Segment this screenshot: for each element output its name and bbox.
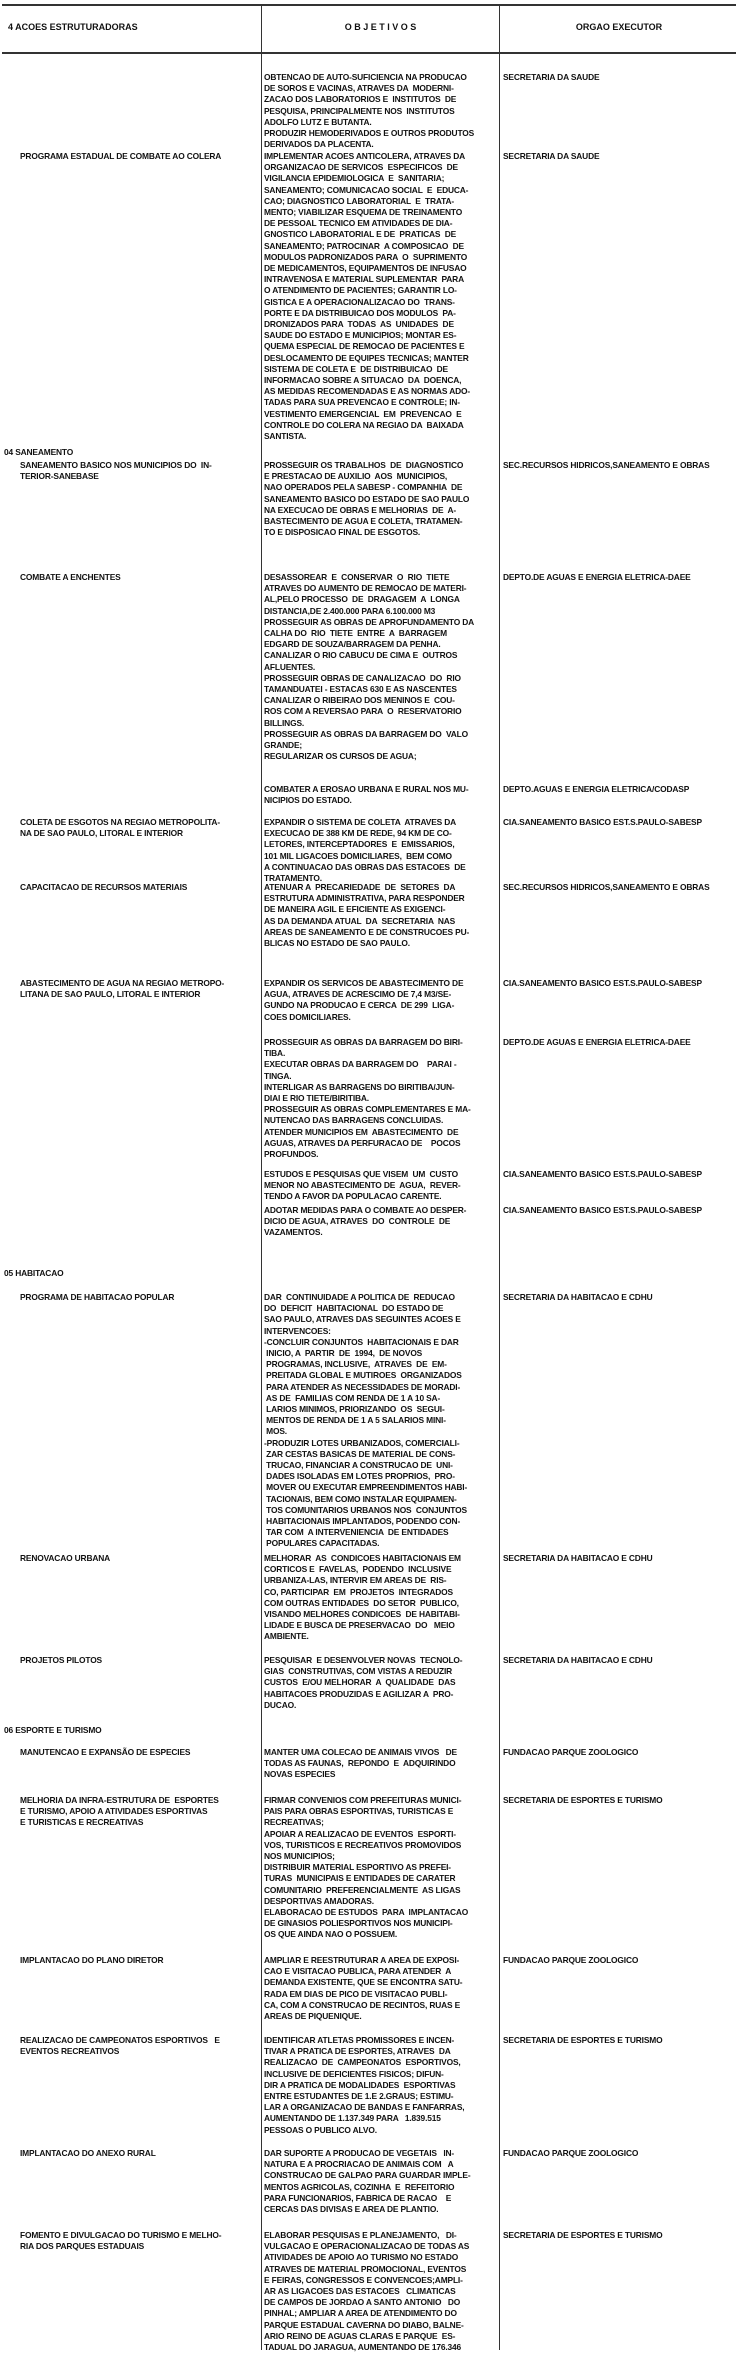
program-name: ABASTECIMENTO DE AGUA NA REGIAO METROPO- LITANA DE SAO PAULO, LITORAL E INTERIOR <box>20 978 225 1000</box>
objective-text: ELABORAR PESQUISAS E PLANEJAMENTO, DI- VULGACAO E OPERACIONALIZACAO DE TODAS AS ATIVIDADES DE APOIO AO TURISMO NO ESTADO ATRAVES DE MATERIAL PROMOCIONAL, EVENTOS E FEIRAS, CONGRESSOS E CONVENCOES;AMPLI- AR AS LIGACOES DAS ESTACOES CLIMATICAS DE CAMPOS DE JORDAO A SANTO ANTONIO DO PINHAL; AMPLIAR A AREA DE ATENDIMENTO DO PARQUE ESTADUAL CAVERNA DO DIABO, BALNE- ARIO REINO DE AGUAS CLARAS E PARQUE ES- TADUAL DO JARAGUA, AUMENTANDO DE 176.346 <box>264 2230 470 2353</box>
program-name: COLETA DE ESGOTOS NA REGIAO METROPOLITA- NA DE SAO PAULO, LITORAL E INTERIOR <box>20 817 220 839</box>
executing-agency: FUNDACAO PARQUE ZOOLOGICO <box>503 2148 639 2158</box>
objective-text: AMPLIAR E REESTRUTURAR A AREA DE EXPOSI- CAO E VISITACAO PUBLICA, PARA ATENDER A DEMANDA EXISTENTE, QUE SE ENCONTRA SATU- RADA EM DIAS DE PICO DE VISITACAO PUBLI- CA, COM A CONSTRUCAO DE RECINTOS, RUAS E AREAS DE PIQUENIQUE. <box>264 1955 463 2022</box>
objective-text: MANTER UMA COLECAO DE ANIMAIS VIVOS DE TODAS AS FAUNAS, REPONDO E ADQUIRINDO NOVAS ESPECIES <box>264 1747 457 1780</box>
objective-text: PROSSEGUIR OS TRABALHOS DE DIAGNOSTICO E PRESTACAO DE AUXILIO AOS MUNICIPIOS, NAO OPERADOS PELA SABESP - COMPANHIA DE SANEAMENTO BASICO DO ESTADO DE SAO PAULO NA EXECUCAO DE OBRAS E MELHORIAS DE A- BASTECIMENTO DE AGUA E COLETA, TRATAMEN- TO E DISPOSICAO FINAL DE ESGOTOS. <box>264 460 470 538</box>
column-divider-right <box>499 4 500 2350</box>
executing-agency: SEC.RECURSOS HIDRICOS,SANEAMENTO E OBRAS <box>503 882 710 892</box>
objective-text: IDENTIFICAR ATLETAS PROMISSORES E INCEN- TIVAR A PRATICA DE ESPORTES, ATRAVES DA REALIZACAO DE CAMPEONATOS ESPORTIVOS, INCLUSIVE DE DEFICIENTES FISICOS; DIFUN- DIR A PRATICA DE MODALIDADES ESPORTIVAS ENTRE ESTUDANTES DE 1.E 2.GRAUS; ESTIMU- LAR A ORGANIZACAO DE BANDAS E FANFARRAS, AUMENTANDO DE 1.137.349 PARA 1.839.515 PESSOAS O PUBLICO ALVO. <box>264 2035 465 2135</box>
executing-agency: DEPTO.AGUAS E ENERGIA ELETRICA/CODASP <box>503 784 690 794</box>
header-objetivos: O B J E T I V O S <box>344 22 417 32</box>
objective-text: MELHORAR AS CONDICOES HABITACIONAIS EM CORTICOS E FAVELAS, PODENDO INCLUSIVE URBANIZA-LAS, INTERVIR EM AREAS DE RIS- CO, PARTICIPAR EM PROJETOS INTEGRADOS COM OUTRAS ENTIDADES DO SETOR PUBLICO, VISANDO MELHORES CONDICOES DE HABITABI- LIDADE E BUSCA DE PRESERVACAO DO MEIO AMBIENTE. <box>264 1553 461 1642</box>
column-divider-left <box>261 4 262 2350</box>
objective-text: PROSSEGUIR AS OBRAS DA BARRAGEM DO BIRI- TIBA. EXECUTAR OBRAS DA BARRAGEM DO PARAI - TINGA. INTERLIGAR AS BARRAGENS DO BIRITIBA/JUN- DIAI E RIO TIETE/BIRITIBA. PROSSEGUIR AS OBRAS COMPLEMENTARES E MA- NUTENCAO DAS BARRAGENS CONCLUIDAS. ATENDER MUNICIPIOS EM ABASTECIMENTO DE AGUAS, ATRAVES DA PERFURACAO DE POCOS PROFUNDOS. <box>264 1037 471 1160</box>
executing-agency: SECRETARIA DA HABITACAO E CDHU <box>503 1292 653 1302</box>
program-name: MELHORIA DA INFRA-ESTRUTURA DE ESPORTES E TURISMO, APOIO A ATIVIDADES ESPORTIVAS E TURISTICAS E RECREATIVAS <box>20 1795 219 1828</box>
executing-agency: CIA.SANEAMENTO BASICO EST.S.PAULO-SABESP <box>503 1205 702 1215</box>
objective-text: ADOTAR MEDIDAS PARA O COMBATE AO DESPER- DICIO DE AGUA, ATRAVES DO CONTROLE DE VAZAMENTOS. <box>264 1205 467 1238</box>
objective-text: IMPLEMENTAR ACOES ANTICOLERA, ATRAVES DA ORGANIZACAO DE SERVICOS ESPECIFICOS DE VIGILANCIA EPIDEMIOLOGICA E SANITARIA; SANEAMENTO; COMUNICACAO SOCIAL E EDUCA- CAO; DIAGNOSTICO LABORATORIAL E TRATA- MENTO; VIABILIZAR ESQUEMA DE TREINAMENTO DE PESSOAL TECNICO EM ATIVIDADES DE DIA- GNOSTICO LABORATORIAL E DE PRATICAS DE SANEAMENTO; PATROCINAR A COMPOSICAO DE MODULOS PADRONIZADOS PARA O SUPRIMENTO DE MEDICAMENTOS, EQUIPAMENTOS DE INFUSAO INTRAVENOSA E MATERIAL SUPLEMENTAR PARA O ATENDIMENTO DE PACIENTES; GARANTIR LO- GISTICA E A OPERACIONALIZACAO DO TRANS- PORTE E DA DISTRIBUICAO DOS MODULOS PA- DRONIZADOS PARA TODAS AS UNIDADES DE SAUDE DO ESTADO E MUNICIPIOS; MONTAR ES- QUEMA ESPECIAL DE REMOCAO DE PACIENTES E DESLOCAMENTO DE EQUIPES TECNICAS; MANTER SISTEMA DE COLETA E DE DISTRIBUICAO DE INFORMACAO SOBRE A SITUACAO DA DOENCA, AS MEDIDAS RECOMENDADAS E AS NORMAS ADO- TADAS PARA SUA PREVENCAO E CONTROLE; IN- VESTIMENTO EMERGENCIAL EM PREVENCAO E CONTROLE DO COLERA NA REGIAO DA BAIXADA SANTISTA. <box>264 151 471 442</box>
executing-agency: CIA.SANEAMENTO BASICO EST.S.PAULO-SABESP <box>503 978 702 988</box>
section-heading: 06 ESPORTE E TURISMO <box>4 1725 102 1735</box>
objective-text: COMBATER A EROSAO URBANA E RURAL NOS MU- NICIPIOS DO ESTADO. <box>264 784 469 806</box>
header-acoes: 4 ACOES ESTRUTURADORAS <box>8 22 138 32</box>
program-name: PROGRAMA ESTADUAL DE COMBATE AO COLERA <box>20 151 222 161</box>
executing-agency: SEC.RECURSOS HIDRICOS,SANEAMENTO E OBRAS <box>503 460 710 470</box>
program-name: RENOVACAO URBANA <box>20 1553 111 1563</box>
program-name: CAPACITACAO DE RECURSOS MATERIAIS <box>20 882 188 892</box>
program-name: PROGRAMA DE HABITACAO POPULAR <box>20 1292 175 1302</box>
objective-text: EXPANDIR OS SERVICOS DE ABASTECIMENTO DE AGUA, ATRAVES DE ACRESCIMO DE 7,4 M3/SE- GUNDO NA PRODUCAO E CERCA DE 299 LIGA- COES DOMICILIARES. <box>264 978 464 1022</box>
program-name: MANUTENCAO E EXPANSÃO DE ESPECIES <box>20 1747 191 1757</box>
program-name: IMPLANTACAO DO PLANO DIRETOR <box>20 1955 164 1965</box>
executing-agency: SECRETARIA DA HABITACAO E CDHU <box>503 1553 653 1563</box>
program-name: FOMENTO E DIVULGACAO DO TURISMO E MELHO- RIA DOS PARQUES ESTADUAIS <box>20 2230 222 2252</box>
objective-text: DAR CONTINUIDADE A POLITICA DE REDUCAO DO DEFICIT HABITACIONAL DO ESTADO DE SAO PAULO, ATRAVES DAS SEGUINTES ACOES E INTERVENCOES: -CONCLUIR CONJUNTOS HABITACIONAIS E DAR INICIO, A PARTIR DE 1994, DE NOVOS PROGRAMAS, INCLUSIVE, ATRAVES DE EM- PREITADA GLOBAL E MUTIROES ORGANIZADOS PARA ATENDER AS NECESSIDADES DE MORADI- AS DE FAMILIAS COM RENDA DE 1 A 10 SA- LARIOS MINIMOS, PRIORIZANDO OS SEGUI- MENTOS DE RENDA DE 1 A 5 SALARIOS MINI- MOS. -PRODUZIR LOTES URBANIZADOS, COMERCIALI- ZAR CESTAS BASICAS DE MATERIAL DE CONS- TRUCAO, FINANCIAR A CONSTRUCAO DE UNI- DADES ISOLADAS EM LOTES PROPRIOS, PRO- MOVER OU EXECUTAR EMPREENDIMENTOS HABI- TACIONAIS, BEM COMO INSTALAR EQUIPAMEN- TOS COMUNITARIOS URBANOS NOS CONJUNTOS HABITACIONAIS IMPLANTADOS, PODENDO CON- TAR COM A INTERVENIENCIA DE ENTIDADES POPULARES CAPACITADAS. <box>264 1292 468 1549</box>
executing-agency: FUNDACAO PARQUE ZOOLOGICO <box>503 1955 639 1965</box>
program-name: REALIZACAO DE CAMPEONATOS ESPORTIVOS E EVENTOS RECREATIVOS <box>20 2035 220 2057</box>
objective-text: EXPANDIR O SISTEMA DE COLETA ATRAVES DA EXECUCAO DE 388 KM DE REDE, 94 KM DE CO- LETORES, INTERCEPTADORES E EMISSARIOS, 101 MIL LIGACOES DOMICILIARES, BEM COMO A CONTINUACAO DAS OBRAS DAS ESTACOES DE TRATAMENTO. <box>264 817 466 884</box>
objective-text: FIRMAR CONVENIOS COM PREFEITURAS MUNICI- PAIS PARA OBRAS ESPORTIVAS, TURISTICAS E RECREATIVAS; APOIAR A REALIZACAO DE EVENTOS ESPORTI- VOS, TURISTICOS E RECREATIVOS PROMOVIDOS NOS MUNICIPIOS; DISTRIBUIR MATERIAL ESPORTIVO AS PREFEI- TURAS MUNICIPAIS E ENTIDADES DE CARATER COMUNITARIO PREFERENCIALMENTE AS LIGAS DESPORTIVAS AMADORAS. ELABORACAO DE ESTUDOS PARA IMPLANTACAO DE GINASIOS POLIESPORTIVOS NOS MUNICIPI- OS QUE AINDA NAO O POSSUEM. <box>264 1795 469 1940</box>
objective-text: ESTUDOS E PESQUISAS QUE VISEM UM CUSTO MENOR NO ABASTECIMENTO DE AGUA, REVER- TENDO A FAVOR DA POPULACAO CARENTE. <box>264 1169 461 1202</box>
executing-agency: SECRETARIA DE ESPORTES E TURISMO <box>503 1795 663 1805</box>
executing-agency: SECRETARIA DA HABITACAO E CDHU <box>503 1655 653 1665</box>
program-name: SANEAMENTO BASICO NOS MUNICIPIOS DO IN- TERIOR-SANEBASE <box>20 460 212 482</box>
section-heading: 04 SANEAMENTO <box>4 447 74 457</box>
objective-text: OBTENCAO DE AUTO-SUFICIENCIA NA PRODUCAO DE SOROS E VACINAS, ATRAVES DA MODERNI- ZACAO DOS LABORATORIOS E INSTITUTOS DE PESQUISA, PRINCIPALMENTE NOS INSTITUTOS ADOLFO LUTZ E BUTANTA. PRODUZIR HEMODERIVADOS E OUTROS PRODUTOS DERIVADOS DA PLACENTA. <box>264 72 475 150</box>
executing-agency: DEPTO.DE AGUAS E ENERGIA ELETRICA-DAEE <box>503 1037 691 1047</box>
executing-agency: SECRETARIA DA SAUDE <box>503 151 600 161</box>
program-name: PROJETOS PILOTOS <box>20 1655 102 1665</box>
executing-agency: SECRETARIA DE ESPORTES E TURISMO <box>503 2035 663 2045</box>
executing-agency: SECRETARIA DA SAUDE <box>503 72 600 82</box>
objective-text: DESASSOREAR E CONSERVAR O RIO TIETE ATRAVES DO AUMENTO DE REMOCAO DE MATERI- AL,PELO PROCESSO DE DRAGAGEM A LONGA DISTANCIA,DE 2.400.000 PARA 6.100.000 M3 PROSSEGUIR AS OBRAS DE APROFUNDAMENTO DA CALHA DO RIO TIETE ENTRE A BARRAGEM EDGARD DE SOUZA/BARRAGEM DA PENHA. CANALIZAR O RIO CABUCU DE CIMA E OUTROS AFLUENTES. PROSSEGUIR OBRAS DE CANALIZACAO DO RIO TAMANDUATEI - ESTACAS 630 E AS NASCENTES CANALIZAR O RIBEIRAO DOS MENINOS E COU- ROS COM A REVERSAO PARA O RESERVATORIO BILLINGS. PROSSEGUIR AS OBRAS DA BARRAGEM DO VALO GRANDE; REGULARIZAR OS CURSOS DE AGUA; <box>264 572 475 762</box>
executing-agency: FUNDACAO PARQUE ZOOLOGICO <box>503 1747 639 1757</box>
executing-agency: CIA.SANEAMENTO BASICO EST.S.PAULO-SABESP <box>503 1169 702 1179</box>
objective-text: DAR SUPORTE A PRODUCAO DE VEGETAIS IN- NATURA E A PROCRIACAO DE ANIMAIS COM A CONSTRUCAO DE GALPAO PARA GUARDAR IMPLE- MENTOS AGRICOLAS, COZINHA E REFEITORIO PARA FUNCIONARIOS, FABRICA DE RACAO E CERCAS DAS DIVISAS E AREA DE PLANTIO. <box>264 2148 471 2215</box>
header-orgao-executor: ORGAO EXECUTOR <box>575 22 663 32</box>
executing-agency: CIA.SANEAMENTO BASICO EST.S.PAULO-SABESP <box>503 817 702 827</box>
program-name: IMPLANTACAO DO ANEXO RURAL <box>20 2148 156 2158</box>
objective-text: PESQUISAR E DESENVOLVER NOVAS TECNOLO- GIAS CONSTRUTIVAS, COM VISTAS A REDUZIR CUSTOS E/OU MELHORAR A QUALIDADE DAS HABITACOES PRODUZIDAS E AGILIZAR A PRO- DUCAO. <box>264 1655 463 1710</box>
objective-text: ATENUAR A PRECARIEDADE DE SETORES DA ESTRUTURA ADMINISTRATIVA, PARA RESPONDER DE MANEIRA AGIL E EFICIENTE AS EXIGENCI- AS DA DEMANDA ATUAL DA SECRETARIA NAS AREAS DE SANEAMENTO E DE CONSTRUCOES PU- BLICAS NO ESTADO DE SAO PAULO. <box>264 882 470 949</box>
executing-agency: SECRETARIA DE ESPORTES E TURISMO <box>503 2230 663 2240</box>
program-name: COMBATE A ENCHENTES <box>20 572 121 582</box>
section-heading: 05 HABITACAO <box>4 1268 64 1278</box>
executing-agency: DEPTO.DE AGUAS E ENERGIA ELETRICA-DAEE <box>503 572 691 582</box>
